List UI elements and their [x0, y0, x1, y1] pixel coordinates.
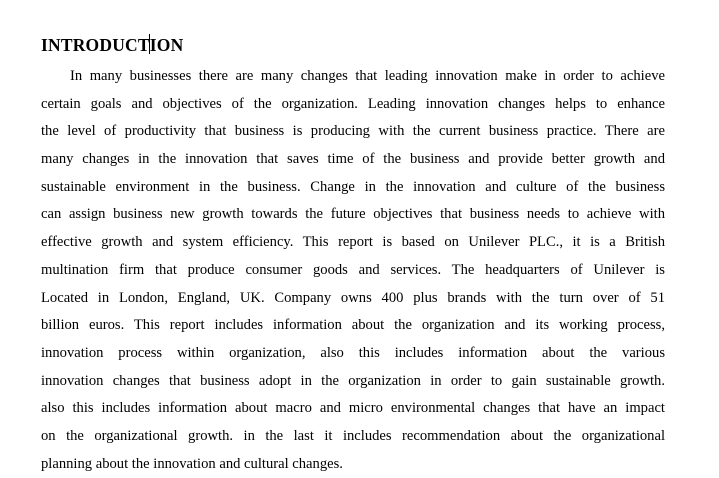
- paragraph-line-4: many changes in the innovation that saves time of the business and provide better growth and: [41, 151, 665, 168]
- paragraph-line-6: can assign business new growth towards the future objectives that business needs to achieve with: [41, 206, 665, 223]
- paragraph-line-8: multination firm that produce consumer goods and services. The headquarters of Unilever is: [41, 261, 665, 278]
- paragraph-line-9: Located in London, England, UK. Company owns 400 plus brands with the turn over of 51: [41, 289, 665, 306]
- paragraph-line-5: sustainable environment in the business. Change in the innovation and culture of the business: [41, 178, 665, 195]
- paragraph-line-15: planning about the innovation and cultural changes.: [41, 455, 343, 472]
- paragraph-line-11: innovation process within organization, also this includes information about the various: [41, 344, 665, 361]
- body-paragraph[interactable]: [41, 63, 665, 478]
- paragraph-line-13: also this includes information about macro and micro environmental changes that have an impact: [41, 400, 665, 417]
- heading-text-start: INTRODUCT: [41, 35, 150, 55]
- paragraph-line-7: effective growth and system efficiency. This report is based on Unilever PLC., it is a British: [41, 234, 665, 251]
- paragraph-line-1: In many businesses there are many changes that leading innovation make in order to achieve: [70, 68, 665, 84]
- heading-text-end: ION: [149, 35, 184, 55]
- paragraph-line-3: the level of productivity that business is producing with the current business practice. There are: [41, 123, 665, 140]
- section-heading: [41, 34, 183, 56]
- paragraph-line-12: innovation changes that business adopt in the organization in order to gain sustainable growth.: [41, 372, 665, 389]
- paragraph-line-14: on the organizational growth. in the last it includes recommendation about the organizational: [41, 427, 665, 444]
- paragraph-line-2: certain goals and objectives of the organization. Leading innovation changes helps to enhance: [41, 95, 665, 112]
- paragraph-line-10: billion euros. This report includes information about the organization and its working process,: [41, 317, 665, 334]
